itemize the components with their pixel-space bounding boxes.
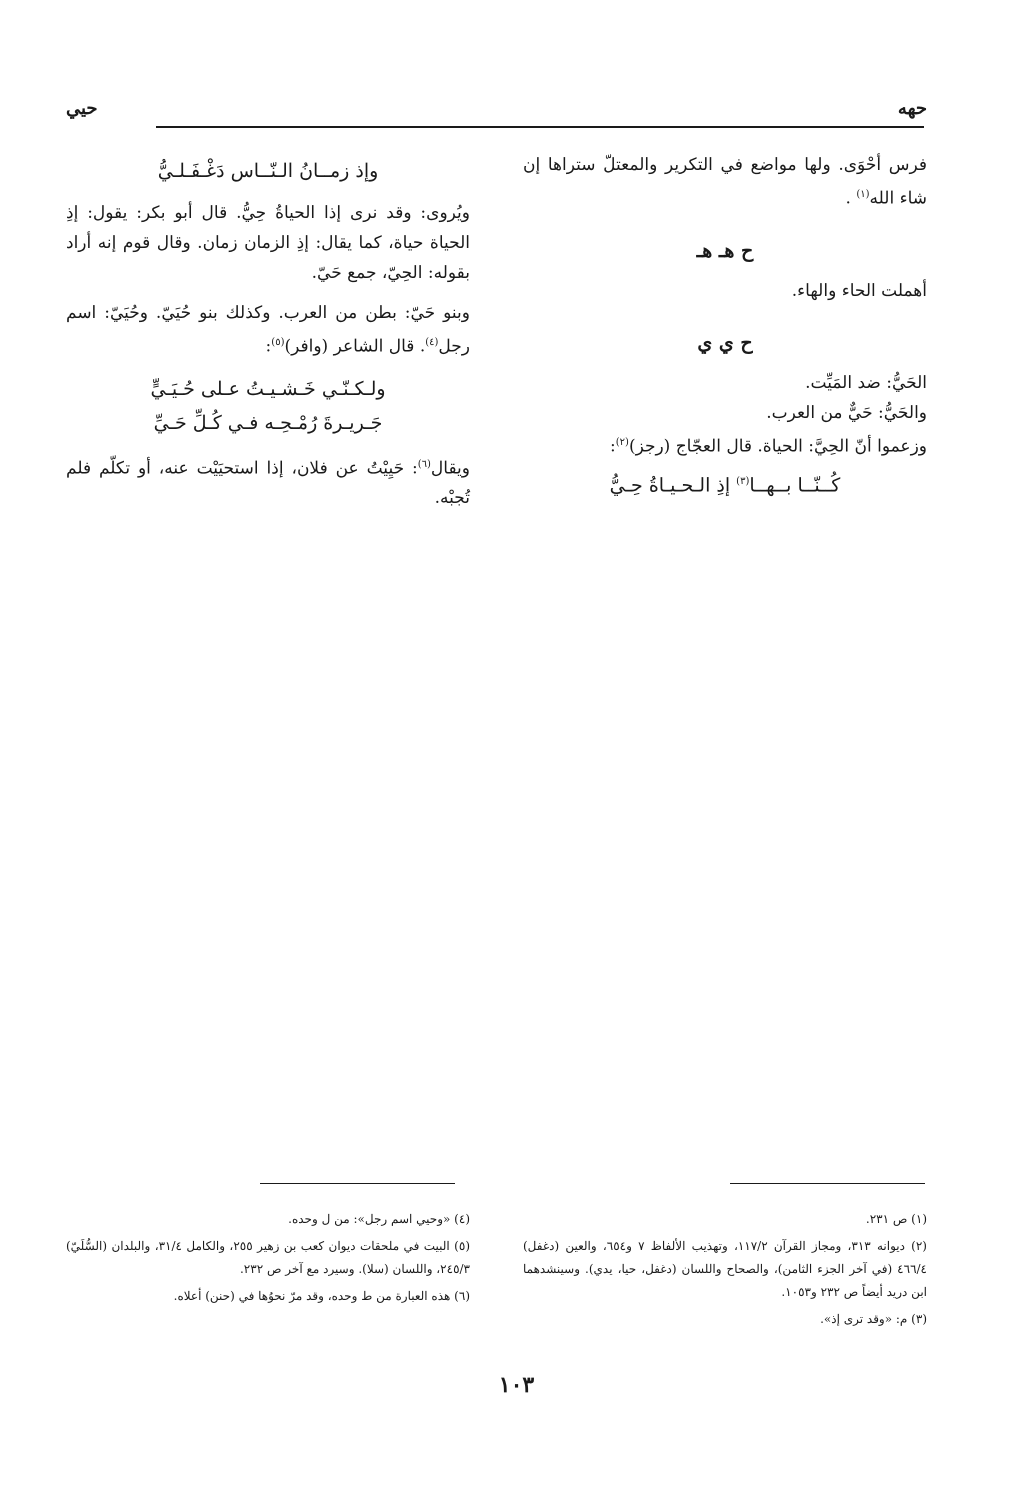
footnote-4: (٤) «وحيي اسم رجل»: من ل وحده. (288, 1212, 470, 1226)
verse-wafir-line-1: ولـكـنّـي خَـشـيـتُ عـلى حُـيَـيٍّ (150, 377, 386, 400)
verse-top: وإذ زمــانُ الـنّــاس دَغْـفَـلـيُّ (157, 160, 379, 182)
footnote-ref-6[interactable]: (٦) (417, 458, 431, 470)
entry-line-3-text: وزعموا أنّ الحِيَّ: الحياة. قال العجّاج (رجز) (628, 436, 927, 457)
intro-paragraph (523, 150, 927, 214)
footnote-3: (٣) م: «وقد ترى إذ». (820, 1312, 927, 1326)
header-rule (156, 126, 924, 128)
verse-wafir-line-2: جَـريـرةَ رُمْـحِـه فـي كُـلِّ حَـيِّ (153, 411, 383, 434)
entry-line-3-colon: : (610, 436, 616, 457)
footnotes-right (523, 1208, 927, 1335)
root-heading-hhh: ح هـ هـ (696, 239, 754, 262)
left-column (66, 150, 470, 523)
running-head-right: حهه (897, 98, 927, 119)
entry-line-2: والحَيُّ: حَيٌّ من العرب. (766, 402, 927, 423)
footnote-6: (٦) هذه العبارة من ط وحده، وقد مرّ نحوُها في (حنن) أعلاه. (173, 1289, 470, 1303)
footnote-ref-5[interactable]: (٥) (271, 337, 285, 348)
intro-end: . (845, 188, 857, 209)
paragraph-yuqal (66, 450, 470, 514)
verse-ajjaj (523, 465, 927, 502)
footnote-rule-right (730, 1183, 925, 1184)
footnote-5: (٥) البيت في ملحقات ديوان كعب بن زهير ٢٥٥، والكامل ٣١/٤، والبلدان (السُّلَيّ) ٢٤٥/٣، واللسان (سلا). وسيرد مع آخر ص ٢٣٢. (66, 1239, 470, 1276)
paragraph-yurwa: ويُروى: وقد نرى إذا الحياةُ حِيُّ. قال أبو بكر: يقول: إذِ الحياة حياة، كما يقال: إذِ الزمان زمان. وقال قوم إنه أراد بقوله: الحِيّ، جمع حَيّ. (66, 203, 470, 283)
banu-hayy-text: وبنو حَيّ: بطن من العرب. وكذلك بنو حُيَيّ. وحُيَيّ: اسم رجل (66, 303, 470, 357)
footnote-1: (١) ص ٢٣١. (865, 1212, 927, 1226)
footnotes-left (66, 1208, 470, 1312)
verse-ajjaj-part2: إذِ الـحـيـاةُ حِـيُّ (609, 474, 737, 497)
banu-hayy-colon: : (265, 336, 272, 357)
footnote-ref-1[interactable]: (١) (856, 189, 870, 200)
verse-wafir (66, 372, 470, 440)
root-heading-hyy: ح ي ي (697, 331, 753, 354)
footnote-ref-2[interactable]: (٢) (615, 436, 629, 448)
banu-hayy-poet: . قال الشاعر (وافر) (284, 336, 426, 357)
paragraph-banu-hayy (66, 298, 470, 362)
entry-line-1: الحَيُّ: ضد المَيِّت. (805, 372, 927, 393)
yuqal-definition: : حَيِيْتُ عن فلان، إذا استحيَيْت عنه، أو تكلّم فلم تُجبْه. (66, 458, 470, 509)
intro-text: فرس أحْوَى. ولها مواضع في التكرير والمعتلّ ستراها إن شاء الله (523, 155, 927, 209)
footnote-2: (٢) ديوانه ٣١٣، ومجاز القرآن ١١٧/٢، وتهذيب الألفاظ ٧ و٦٥٤، والعين (دغفل) ٤٦٦/٤ (في آخر الجزء الثامن)، والصحاح واللسان (دغفل، حيا، يدي). وسينشدهما ابن دريد أيضاً ص ٢٣٢ و١٠٥٣. (523, 1239, 927, 1299)
entry-line-3 (523, 428, 927, 462)
page-number: ١٠٣ (498, 1372, 535, 1398)
verse-ajjaj-part1: كُــنّــا بــهــا (749, 474, 841, 497)
yuqal-text: ويقال (430, 458, 470, 479)
right-column (523, 150, 927, 513)
root-hhh-text: أهملت الحاء والهاء. (791, 280, 927, 301)
footnote-rule-left (260, 1183, 455, 1184)
running-head-left: حيي (66, 98, 98, 119)
footnote-ref-4[interactable]: (٤) (425, 337, 439, 348)
footnote-ref-3[interactable]: (٣) (736, 476, 750, 488)
